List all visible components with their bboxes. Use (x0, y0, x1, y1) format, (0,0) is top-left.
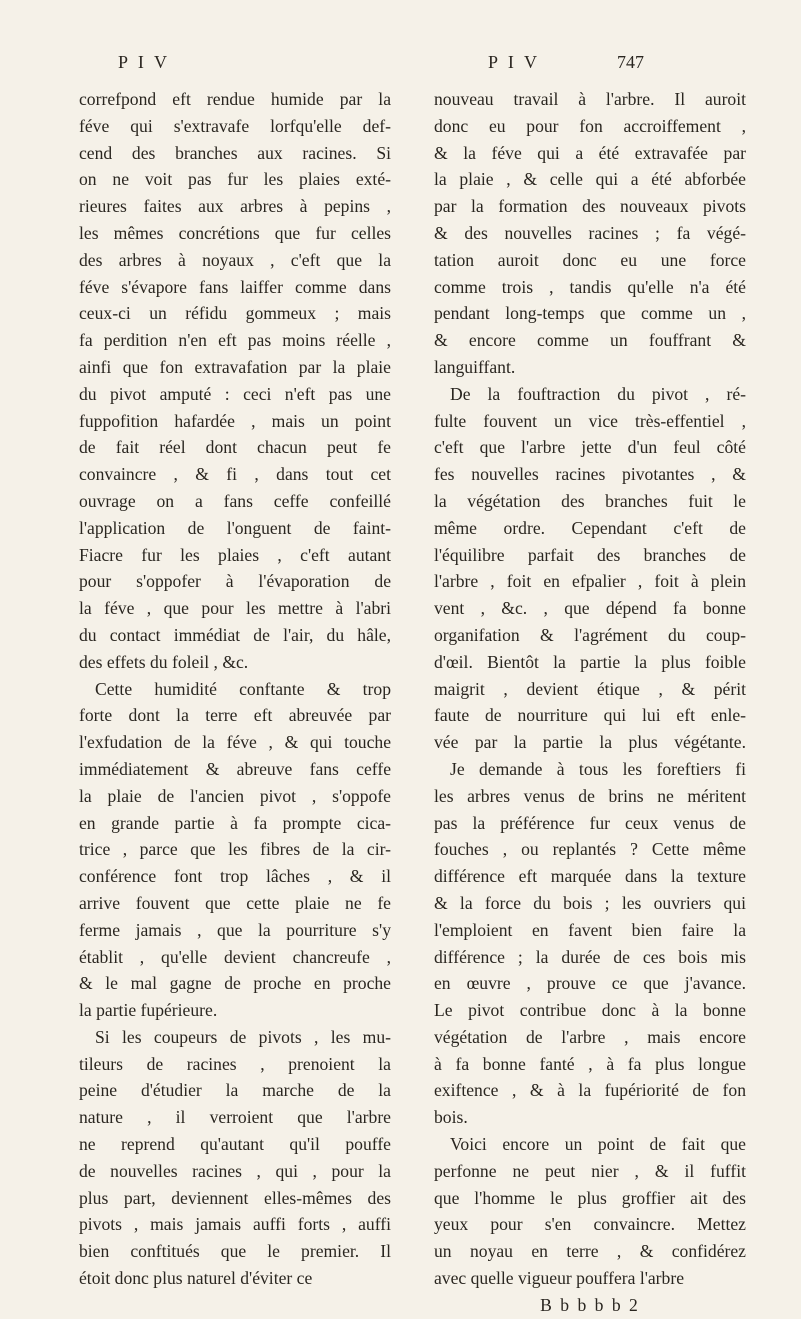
left-text-line: étoit donc plus naturel d'éviter ce (79, 1268, 313, 1289)
right-text-line: & des nouvelles racines ; fa végé- (434, 222, 746, 243)
right-text-line: & la force du bois ; les ouvriers qui (434, 892, 746, 913)
right-text-line: par la formation des nouveaux pivots (434, 196, 746, 217)
left-text-line: pour s'oppofer à l'évaporation de (79, 571, 391, 592)
right-text-line: l'arbre , foit en efpalier , foit à plein (434, 571, 746, 592)
right-text-line: nouveau travail à l'arbre. Il auroit (434, 89, 746, 109)
right-text-line: pas la préférence fur ceux venus de (434, 812, 746, 833)
right-text-line: même ordre. Cependant c'eft de (434, 517, 746, 538)
left-text-line: arrive fouvent que cette plaie ne fe (79, 892, 391, 913)
right-text-line: que l'homme le plus groffier ait des (434, 1187, 746, 1208)
left-text-line: la partie fupérieure. (79, 1000, 218, 1021)
left-text-line: des effets du foleil , &c. (79, 651, 249, 672)
left-text-line: ferme jamais , que la pourriture s'y (79, 919, 391, 940)
left-text-line: plus part, deviennent elles-mêmes des (79, 1187, 391, 1208)
right-text-line: un noyau en terre , & confidérez (434, 1241, 746, 1262)
left-text-line: du contact immédiat de l'air, du hâle, (79, 624, 391, 645)
right-text-line: tation auroit donc eu une force (434, 249, 746, 270)
right-text-line: & la féve qui a été extravafée par (434, 142, 746, 163)
right-text-line: De la fouftraction du pivot , ré- (450, 383, 746, 404)
left-text-line: peine d'étudier la marche de la (79, 1080, 391, 1101)
right-text-line: la végétation des branches fuit le (434, 490, 746, 511)
right-text-line: fes nouvelles racines pivotantes , & (434, 464, 746, 485)
right-text-line: pendant long-temps que comme un , (434, 303, 746, 324)
left-text-line: de nouvelles racines , qui , pour la (79, 1160, 391, 1181)
left-text-line: les mêmes concrétions que fur celles (79, 222, 391, 243)
left-text-line: ainfi que fon extravafation par la plaie (79, 356, 391, 377)
right-text-line: différence eft marquée dans la texture (434, 866, 746, 887)
right-text-line: les arbres venus de brins ne méritent (434, 785, 746, 806)
left-text-line: bien conftitués que le premier. Il (79, 1241, 391, 1262)
right-text-line: avec quelle vigueur pouffera l'arbre (434, 1268, 685, 1289)
left-text-line: Fiacre fur les plaies , c'eft autant (79, 544, 391, 565)
left-text-line: forte dont la terre eft abreuvée par (79, 705, 391, 726)
right-text-line: comme trois , tandis qu'elle n'a été (434, 276, 746, 297)
right-text-line: différence ; la durée de ces bois mis (434, 946, 746, 967)
right-text-line: faute de nourriture qui lui eft enle- (434, 705, 746, 726)
right-text-line: donc eu pour fon accroiffement , (434, 115, 746, 136)
right-text-line: Voici encore un point de fait que (450, 1134, 746, 1155)
left-text-line: du pivot amputé : ceci n'eft pas une (79, 383, 391, 404)
left-text-line: fuppofition hafardée , mais un point (79, 410, 391, 431)
left-text-line: trice , parce que les fibres de la cir- (79, 839, 391, 860)
right-text-line: B b b b b 2 (540, 1294, 640, 1315)
left-text-line: la plaie de l'ancien pivot , s'oppofe (79, 785, 391, 806)
left-text-line: des arbres à noyaux , c'eft que la (79, 249, 391, 270)
right-text-line: maigrit , devient étique , & périt (434, 678, 746, 699)
left-text-line: ouvrage on a fans ceffe confeillé (79, 490, 391, 511)
right-text-line: fulte fouvent un vice très-effentiel , (434, 410, 746, 431)
right-text-line: vée par la partie la plus végétante. (434, 732, 746, 753)
right-text-line: végétation de l'arbre , mais encore (434, 1026, 746, 1047)
right-text-line: exiftence , & à la fupériorité de fon (434, 1080, 746, 1101)
right-text-line: c'eft que l'arbre jette d'un feul côté (434, 437, 746, 458)
left-text-line: la féve , que pour les mettre à l'abri (79, 598, 391, 619)
left-text-line: ceux-ci un réfidu gommeux ; mais (79, 303, 391, 324)
right-text-line: la plaie , & celle qui a été abforbée (434, 169, 746, 190)
left-text-line: conférence font trop lâches , & il (79, 866, 391, 887)
left-text-line: immédiatement & abreuve fans ceffe (79, 758, 391, 779)
header-left: P I V (118, 52, 171, 72)
left-text-line: féve qui s'extravafe lorfqu'elle def- (79, 115, 391, 136)
right-text-line: l'équilibre parfait des branches de (434, 544, 746, 565)
left-text-line: l'application de l'onguent de faint- (79, 517, 391, 538)
left-text-line: correfpond eft rendue humide par la (79, 89, 391, 109)
right-text-column (434, 86, 746, 1315)
left-text-line: tileurs de racines , prenoient la (79, 1053, 391, 1074)
left-text-line: féve s'évapore fans laiffer comme dans (79, 276, 391, 297)
left-text-line: pivots , mais jamais auffi forts , auffi (79, 1214, 391, 1235)
left-text-line: l'exfudation de la féve , & qui touche (79, 732, 391, 753)
right-text-line: languiffant. (434, 356, 516, 377)
right-text-line: Le pivot contribue donc à la bonne (434, 1000, 746, 1021)
left-text-line: Si les coupeurs de pivots , les mu- (95, 1026, 391, 1047)
left-text-line: & le mal gagne de proche en proche (79, 973, 391, 994)
right-text-line: à fa bonne fanté , à fa plus longue (434, 1053, 746, 1074)
right-text-line: Je demande à tous les foreftiers fi (450, 758, 746, 779)
right-text-line: en œuvre , prouve ce que j'avance. (434, 973, 746, 994)
left-text-line: nature , il verroient que l'arbre (79, 1107, 391, 1128)
left-text-line: établit , qu'elle devient chancreufe , (79, 946, 391, 967)
right-text-line: organifation & l'agrément du coup- (434, 624, 746, 645)
left-text-line: ne reprend qu'autant qu'il pouffe (79, 1134, 391, 1155)
right-text-line: l'emploient en favent bien faire la (434, 919, 746, 940)
left-text-line: en grande partie à fa prompte cica- (79, 812, 391, 833)
left-text-column (79, 86, 391, 1289)
left-text-line: de fait réel dont chacun peut fe (79, 437, 391, 458)
right-text-line: perfonne ne peut nier , & il fuffit (434, 1160, 746, 1181)
left-text-line: fa perdition n'en eft pas moins réelle , (79, 330, 391, 351)
right-text-line: d'œil. Bientôt la partie la plus foible (434, 651, 746, 672)
right-text-line: & encore comme un fouffrant & (434, 330, 746, 351)
header-center: P I V (488, 52, 541, 72)
page-number: 747 (617, 52, 644, 72)
right-text-line: fouches , ou replantés ? Cette même (434, 839, 746, 860)
left-text-line: on ne voit pas fur les plaies exté- (79, 169, 391, 190)
left-text-line: cend des branches aux racines. Si (79, 142, 391, 163)
left-text-line: Cette humidité conftante & trop (95, 678, 391, 699)
left-text-line: convaincre , & fi , dans tout cet (79, 464, 391, 485)
right-text-line: yeux pour s'en convaincre. Mettez (434, 1214, 746, 1235)
right-text-line: bois. (434, 1107, 468, 1128)
right-text-line: vent , &c. , que dépend fa bonne (434, 598, 746, 619)
left-text-line: rieures faites aux arbres à pepins , (79, 196, 391, 217)
